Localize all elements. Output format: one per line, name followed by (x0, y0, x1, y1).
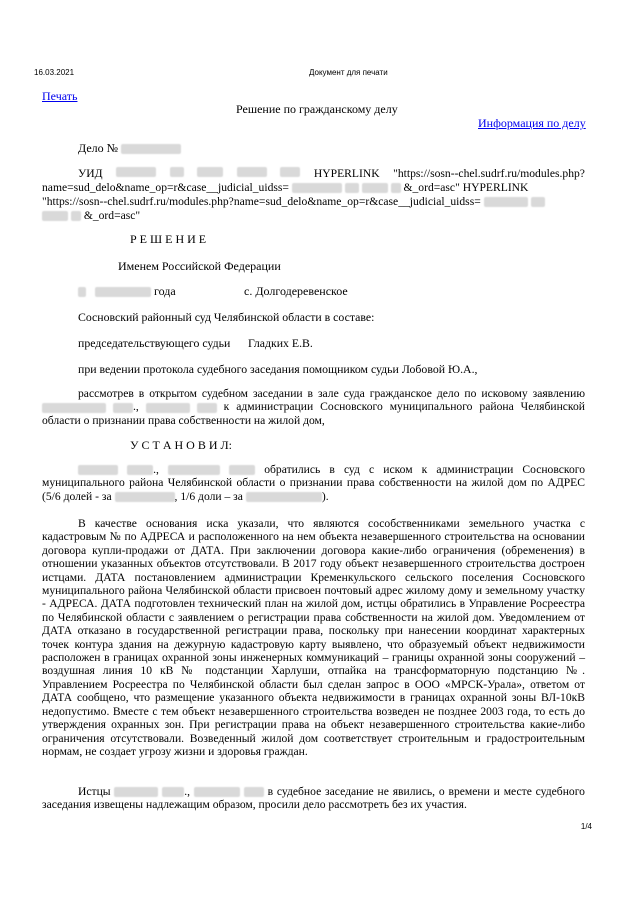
presiding-judge-line: председательствующего судьи Гладких Е.В. (78, 336, 313, 350)
established-heading: У С Т А Н О В И Л: (130, 438, 232, 452)
redacted-share-owner-1 (115, 492, 175, 502)
absent-text-b: в судебное заседание не явились, о времени и месте судебного заседания извещены надлежащим образом, просили дело рассмотреть без их участия. (42, 785, 585, 812)
grounds-paragraph (42, 517, 585, 758)
redacted-uid-1 (116, 167, 156, 177)
url-line-2a: name=sud_delo&name_op=r&case__judicial_uidss= (42, 181, 289, 194)
redacted-plaintiff-1c-initials (162, 787, 184, 797)
uid-block (42, 167, 585, 223)
year-word: года (154, 284, 176, 298)
plaintiffs-absent-paragraph: Истцы ., в судебное заседание не явились, о времени и месте судебного заседания извещены надлежащим образом, просили дело рассмотреть без их участия. (42, 785, 585, 812)
redacted-uid-2 (170, 167, 184, 177)
redacted-plaintiff-2b-initials (229, 465, 255, 475)
url-line-2b: &_ord=asc" (403, 181, 460, 194)
redacted-uid-5 (280, 167, 300, 177)
decision-date-line (78, 284, 176, 299)
page-number: 1/4 (580, 822, 592, 831)
redacted-uid-8 (362, 183, 388, 193)
redacted-plaintiff-1 (42, 403, 106, 413)
in-the-name-line: Именем Российской Федерации (118, 259, 281, 273)
redacted-plaintiff-1b-initials (127, 465, 153, 475)
absent-text-a: Истцы (78, 785, 111, 798)
redacted-uid-3 (197, 167, 223, 177)
considered-text-a: рассмотрев в открытом судебном заседании в зале суда гражданское дело по исковому заявлению (78, 387, 585, 400)
redacted-uid-4 (237, 167, 267, 177)
claim-text-c: ). (321, 489, 329, 503)
claim-text-b: , 1/6 доли – за (174, 489, 243, 503)
url-part-1: "https://sosn--chel.sudrf.ru/modules.php? (393, 167, 585, 180)
redacted-plaintiff-2b (168, 465, 220, 475)
redacted-uid-11 (531, 197, 545, 207)
redacted-uid-6 (292, 183, 342, 193)
considered-text-b: к администрации Сосновского муниципального района Челябинской области о признании права собственности на жилой дом, (42, 400, 585, 427)
court-line: Сосновский районный суд Челябинской области в составе: (78, 310, 375, 324)
redacted-month-year (95, 287, 151, 297)
redacted-plaintiff-2 (146, 403, 190, 413)
considered-paragraph: рассмотрев в открытом судебном заседании в зале суда гражданское дело по исковому заявлению ., к администрации Сосновского муниципального района Челябинской области о признании права собственности на жилой дом, (42, 387, 585, 427)
uid-label: УИД (78, 167, 103, 180)
url-line-4b: &_ord=asc" (83, 209, 141, 222)
redacted-uid-12 (42, 211, 68, 221)
redacted-plaintiff-1b (78, 465, 118, 475)
hyperlink-word-1: HYPERLINK (313, 167, 380, 180)
case-number-label: Дело № (78, 141, 119, 155)
redacted-case-number (121, 144, 181, 154)
print-date: 16.03.2021 (34, 68, 75, 77)
redacted-plaintiff-1c (114, 787, 158, 797)
decision-place: с. Долгодеревенское (244, 284, 348, 298)
claim-paragraph: ., обратились в суд с иском к администрации Сосновского муниципального района Челябинской области о признании права собственности на жилой дом по АДРЕС (5/6 долей - за , 1/6 доли – за ). (42, 463, 586, 503)
hyperlink-word-2: HYPERLINK (462, 181, 529, 194)
claim-text-a: обратились в суд с иском к администрации Сосновского муниципального района Челябинской области о признании права собственности на жилой дом по АДРЕС (5/6 долей - за (42, 463, 586, 503)
redacted-uid-7 (345, 183, 359, 193)
redacted-share-owner-2 (246, 492, 322, 502)
case-info-link[interactable]: Информация по делу (478, 116, 586, 130)
decision-heading: Р Е Ш Е Н И Е (130, 232, 207, 246)
document-title: Решение по гражданскому делу (236, 102, 398, 116)
redacted-plaintiff-2c-initials (244, 787, 264, 797)
redacted-uid-9 (391, 183, 401, 193)
redacted-plaintiff-1-initials (113, 403, 133, 413)
redacted-plaintiff-2-initials (197, 403, 217, 413)
grounds-text: В качестве основания иска указали, что являются сособственниками земельного участка с кадастровым № по АДРЕСА и расположенного на нем объекта незавершенного строительства на основании договора купли-продажи от ДАТА. При заключении договора какие-либо ограничения (обременения) в отношении указанных объектов отсутствовали. В 2017 году объект незавершенного строительства достроен истцами. ДАТА постановлением администрации Кременкульского сельского поселения Сосновского муниципального района Челябинской области присвоен почтовый адрес жилому дому и земельному участку - АДРЕСА. ДАТА подготовлен технический план на жилой дом, истцы обратились в Управление Росреестра по Челябинской области с заявлением о регистрации права собственности на жилой дом. Уведомлением от ДАТА отказано в государственной регистрации права, поскольку при нанесении координат характерных точек контура здания на дежурную кадастровую карту выявлено, что образуемый объект недвижимости расположен в границах охранной зоны инженерных коммуникаций – границы охранной зоны сооружений – воздушная линия 10 кВ № подстанции Харлуши, отпайка на трансформаторную подстанцию №. Управлением Росреестра по Челябинской области был сделан запрос в ООО «МРСК-Урала», ответом от ДАТА сообщено, что размещение указанного объекта недвижимости в границах охранной зоны ВЛ-10кВ недопустимо. Вместе с тем объект незавершенного строительства возведен не позднее 2003 года, то есть до утверждения охранных зон. При регистрации права на объект незавершенного строительства какие-либо ограничения отсутствовали. Возведенный жилой дом соответствует строительным и градостроительным нормам, не создает угрозу жизни и здоровья граждан. (42, 517, 585, 758)
case-number (78, 141, 181, 156)
secretary-line: при ведении протокола судебного заседания помощником судьи Лобовой Ю.А., (78, 362, 478, 376)
print-link[interactable]: Печать (42, 89, 78, 103)
redacted-uid-10 (484, 197, 528, 207)
url-line-3a: "https://sosn--chel.sudrf.ru/modules.php?name=sud_delo&name_op=r&case__judicial_uidss= (42, 195, 481, 208)
redacted-plaintiff-2c (194, 787, 240, 797)
print-header-title: Документ для печати (309, 68, 388, 77)
redacted-uid-13 (71, 211, 81, 221)
redacted-day (78, 287, 86, 297)
